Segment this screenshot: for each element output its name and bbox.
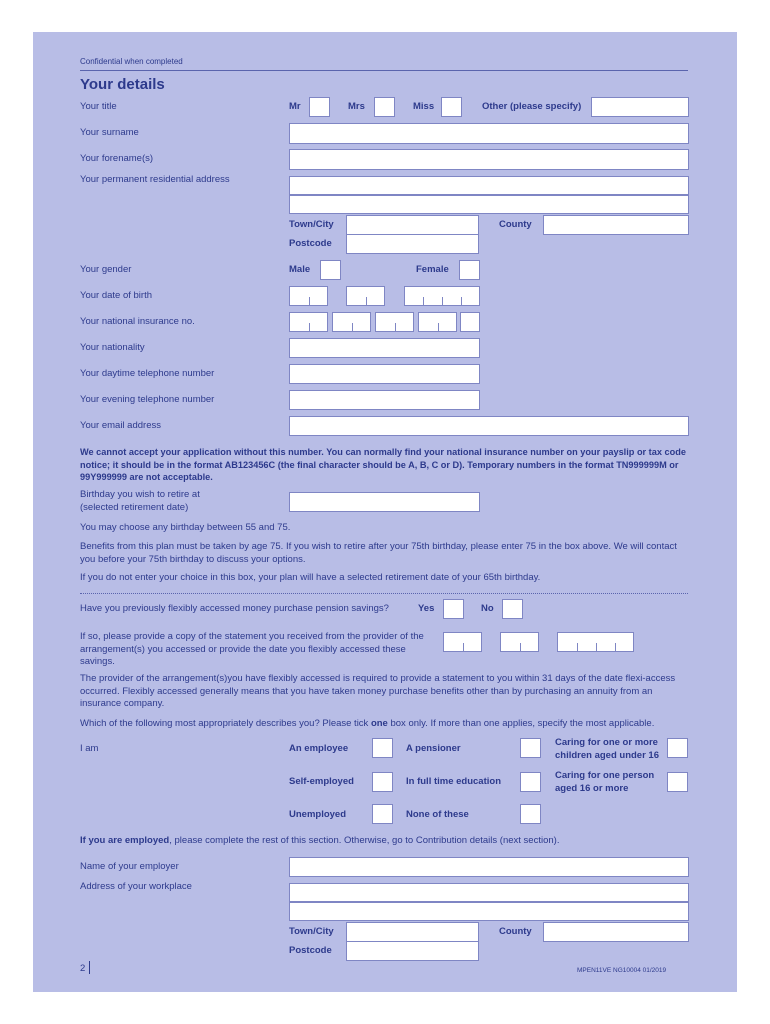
unemployed-label: Unemployed bbox=[289, 809, 347, 820]
ni-warning: We cannot accept your application without this number. You can normally find your national insurance number on your payslip or tax code notice; it should be in the format AB123456C (the final character should be A, B, C or D). Temporary numbers in the format TN999999M or 99Y999999 are not acceptable. bbox=[80, 447, 686, 482]
workplace-town-label: Town/City bbox=[289, 926, 334, 937]
ni-part-3-field[interactable] bbox=[375, 312, 414, 332]
county-label: County bbox=[499, 219, 532, 230]
workplace-county-field[interactable] bbox=[543, 922, 689, 942]
flexi-question: Have you previously flexibly accessed money purchase pension savings? bbox=[80, 603, 389, 614]
employee-checkbox[interactable] bbox=[372, 738, 393, 758]
header-rule bbox=[80, 70, 688, 71]
dob-year-field[interactable] bbox=[404, 286, 480, 306]
flexi-no-label: No bbox=[481, 603, 494, 614]
town-field[interactable] bbox=[346, 215, 479, 235]
caring-children-label-line-2: children aged under 16 bbox=[555, 750, 659, 761]
caring-children-label-line-1: Caring for one or more bbox=[555, 737, 658, 748]
nationality-label: Your nationality bbox=[80, 342, 145, 353]
title-mr-checkbox[interactable] bbox=[309, 97, 330, 117]
education-checkbox[interactable] bbox=[520, 772, 541, 792]
daytime-phone-field[interactable] bbox=[289, 364, 480, 384]
page-number: 2 bbox=[80, 963, 86, 974]
retirement-note-3: If you do not enter your choice in this box, your plan will have a selected retirement date of your 65th birthday. bbox=[80, 572, 541, 583]
employer-label: Name of your employer bbox=[80, 861, 179, 872]
retirement-note-1: You may choose any birthday between 55 and 75. bbox=[80, 522, 291, 533]
flexi-provider-note: The provider of the arrangement(s)you have flexibly accessed is required to provide a statement to you within 31 days of the date flexi-access occurred. Flexibly accessed generally means that you have taken money purchase benefits other than by purchasing an annuity from an insurance company. bbox=[80, 673, 676, 709]
address-line-2-field[interactable] bbox=[289, 195, 689, 214]
ni-suffix-field[interactable] bbox=[460, 312, 480, 332]
caring-person-label-line-1: Caring for one person bbox=[555, 770, 655, 781]
flexi-no-checkbox[interactable] bbox=[502, 599, 523, 619]
education-label: In full time education bbox=[406, 776, 502, 787]
retirement-label-line-2: (selected retirement date) bbox=[80, 502, 189, 513]
section-divider bbox=[80, 593, 688, 594]
workplace-postcode-field[interactable] bbox=[346, 941, 479, 961]
status-instruction: Which of the following most appropriately describes you? Please tick one box only. If more than one applies, specify the most applicable. bbox=[80, 718, 655, 729]
workplace-county-label: County bbox=[499, 926, 532, 937]
gender-female-checkbox[interactable] bbox=[459, 260, 480, 280]
email-field[interactable] bbox=[289, 416, 689, 436]
gender-label: Your gender bbox=[80, 264, 132, 275]
flexi-yes-label: Yes bbox=[418, 603, 435, 614]
address-label: Your permanent residential address bbox=[80, 174, 230, 185]
address-line-1-field[interactable] bbox=[289, 176, 689, 195]
surname-field[interactable] bbox=[289, 123, 689, 144]
town-label: Town/City bbox=[289, 219, 334, 230]
pensioner-label: A pensioner bbox=[406, 743, 461, 754]
form-page bbox=[33, 32, 737, 992]
county-field[interactable] bbox=[543, 215, 689, 235]
title-mrs-label: Mrs bbox=[348, 101, 365, 112]
email-label: Your email address bbox=[80, 420, 161, 431]
retirement-note-2: Benefits from this plan must be taken by age 75. If you wish to retire after your 75th birthday, please enter 75 in the box above. We will contact you before your 75th birthday to discuss your options. bbox=[80, 541, 677, 565]
title-miss-checkbox[interactable] bbox=[441, 97, 462, 117]
gender-female-label: Female bbox=[416, 264, 449, 275]
daytime-phone-label: Your daytime telephone number bbox=[80, 368, 215, 379]
workplace-town-field[interactable] bbox=[346, 922, 479, 942]
postcode-label: Postcode bbox=[289, 238, 332, 249]
document-code: MPEN11VE NG10004 01/2019 bbox=[577, 967, 667, 974]
employee-label: An employee bbox=[289, 743, 349, 754]
caring-children-checkbox[interactable] bbox=[667, 738, 688, 758]
postcode-field[interactable] bbox=[346, 234, 479, 254]
employment-note: If you are employed, please complete the rest of this section. Otherwise, go to Contribution details (next section). bbox=[80, 835, 560, 846]
evening-phone-label: Your evening telephone number bbox=[80, 394, 215, 405]
flexi-date-day-field[interactable] bbox=[443, 632, 482, 652]
retirement-label-line-1: Birthday you wish to retire at bbox=[80, 489, 200, 500]
title-mrs-checkbox[interactable] bbox=[374, 97, 395, 117]
ni-part-4-field[interactable] bbox=[418, 312, 457, 332]
gender-male-label: Male bbox=[289, 264, 311, 275]
title-miss-label: Miss bbox=[413, 101, 435, 112]
ni-part-1-field[interactable] bbox=[289, 312, 328, 332]
title-other-field[interactable] bbox=[591, 97, 689, 117]
flexi-date-year-field[interactable] bbox=[557, 632, 634, 652]
page-number-divider bbox=[89, 961, 90, 974]
unemployed-checkbox[interactable] bbox=[372, 804, 393, 824]
none-of-these-label: None of these bbox=[406, 809, 469, 820]
surname-label: Your surname bbox=[80, 127, 139, 138]
caring-person-label-line-2: aged 16 or more bbox=[555, 783, 629, 794]
flexi-date-month-field[interactable] bbox=[500, 632, 539, 652]
retirement-birthday-field[interactable] bbox=[289, 492, 480, 512]
self-employed-checkbox[interactable] bbox=[372, 772, 393, 792]
nationality-field[interactable] bbox=[289, 338, 480, 358]
confidential-note: Confidential when completed bbox=[80, 57, 183, 66]
ni-part-2-field[interactable] bbox=[332, 312, 371, 332]
ni-label: Your national insurance no. bbox=[80, 316, 195, 327]
caring-person-checkbox[interactable] bbox=[667, 772, 688, 792]
forenames-label: Your forename(s) bbox=[80, 153, 154, 164]
workplace-label: Address of your workplace bbox=[80, 881, 192, 892]
title-other-label: Other (please specify) bbox=[482, 101, 582, 112]
evening-phone-field[interactable] bbox=[289, 390, 480, 410]
title-mr-label: Mr bbox=[289, 101, 301, 112]
dob-month-field[interactable] bbox=[346, 286, 385, 306]
workplace-address-line-2-field[interactable] bbox=[289, 902, 689, 921]
flexi-statement-note: If so, please provide a copy of the statement you received from the provider of the arrangement(s) you accessed or provide the date you flexibly accessed these savings. bbox=[80, 631, 424, 667]
self-employed-label: Self-employed bbox=[289, 776, 354, 787]
none-of-these-checkbox[interactable] bbox=[520, 804, 541, 824]
forenames-field[interactable] bbox=[289, 149, 689, 170]
gender-male-checkbox[interactable] bbox=[320, 260, 341, 280]
dob-label: Your date of birth bbox=[80, 290, 153, 301]
section-title: Your details bbox=[80, 76, 165, 93]
flexi-yes-checkbox[interactable] bbox=[443, 599, 464, 619]
workplace-address-line-1-field[interactable] bbox=[289, 883, 689, 902]
i-am-label: I am bbox=[80, 743, 99, 754]
dob-day-field[interactable] bbox=[289, 286, 328, 306]
pensioner-checkbox[interactable] bbox=[520, 738, 541, 758]
employer-field[interactable] bbox=[289, 857, 689, 877]
title-label: Your title bbox=[80, 101, 117, 112]
workplace-postcode-label: Postcode bbox=[289, 945, 332, 956]
